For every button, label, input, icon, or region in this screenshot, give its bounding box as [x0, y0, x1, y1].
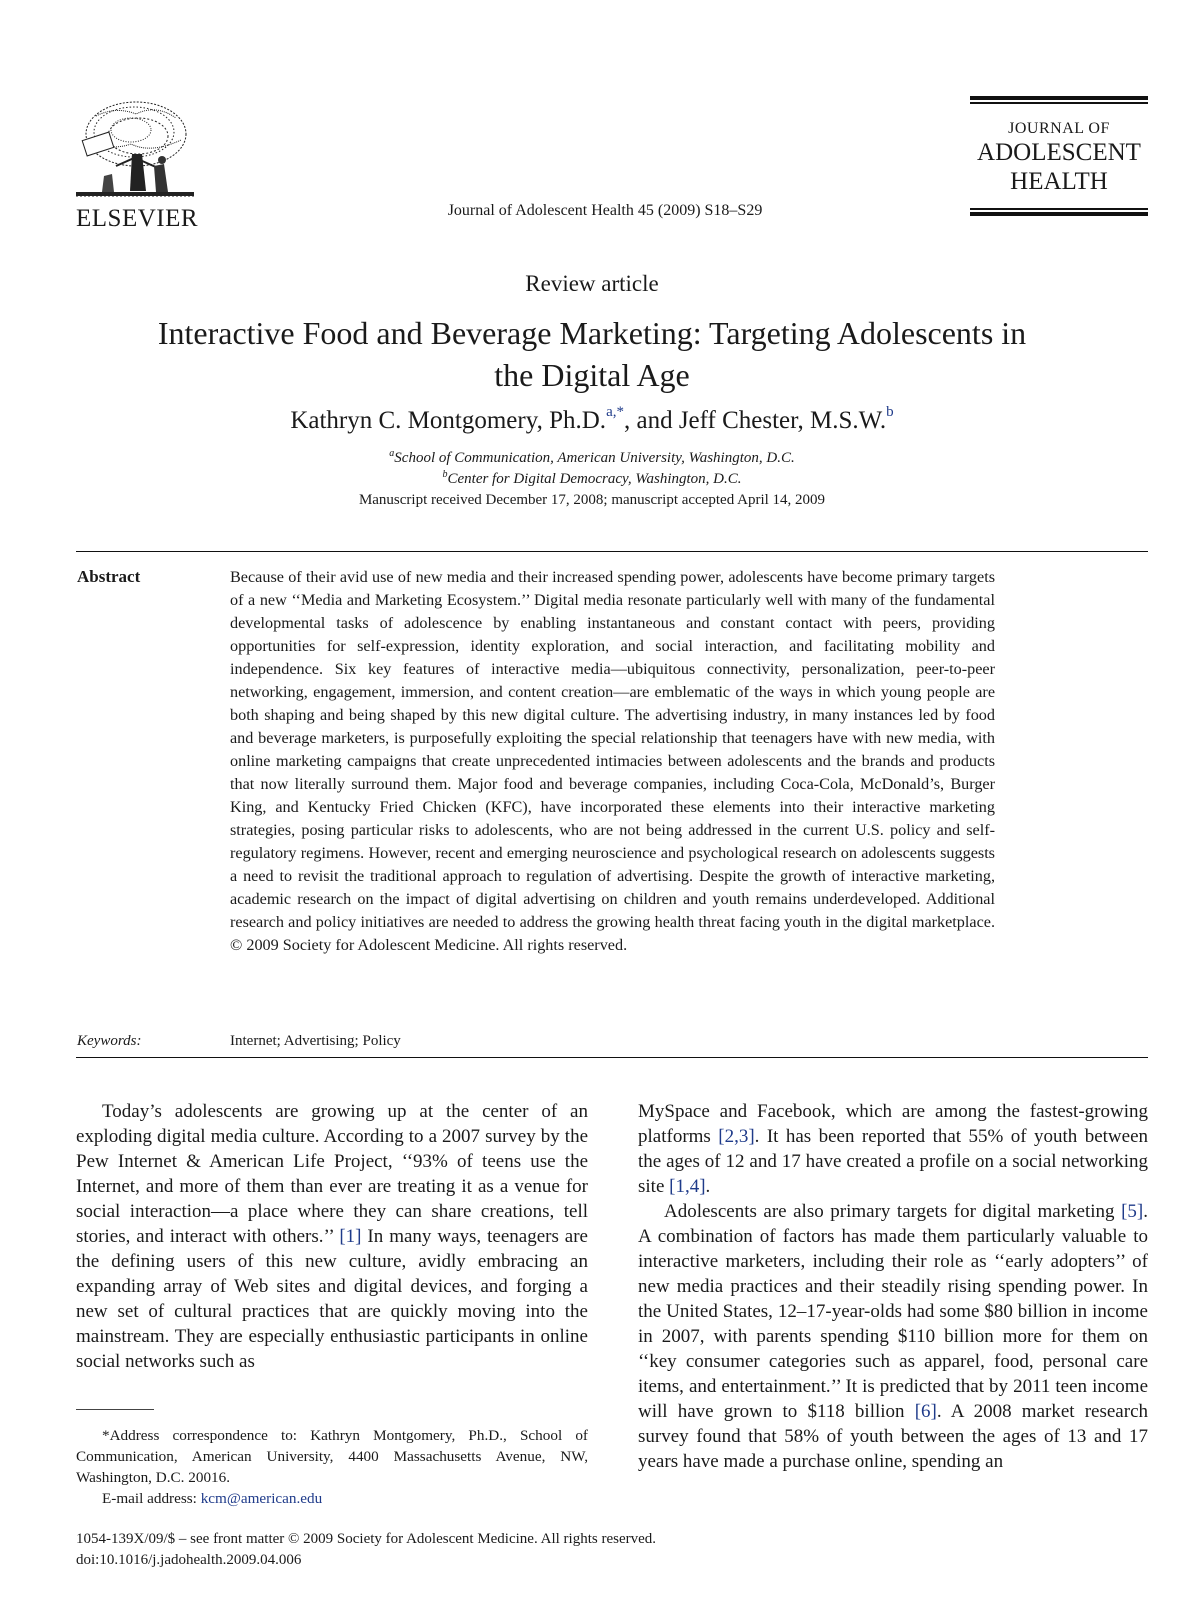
masthead-line1: JOURNAL OF: [1008, 120, 1110, 137]
keywords-label: Keywords:: [77, 1033, 142, 1049]
body-column-left: [76, 1099, 588, 1374]
journal-masthead: [970, 96, 1148, 216]
affiliation-b: [0, 469, 1184, 488]
article-type: Review article: [525, 271, 659, 296]
footnote-rule: [76, 1409, 154, 1410]
author-join: , and Jeff Chester, M.S.W.: [623, 407, 887, 434]
paragraph: [638, 1199, 1148, 1474]
paragraph: [638, 1099, 1148, 1199]
masthead-rule-bottom: [970, 212, 1148, 216]
citation-link[interactable]: [6]: [914, 1401, 937, 1422]
body-text: .: [705, 1176, 711, 1197]
correspondence-note: *Address correspondence to: Kathryn Montgomery, Ph.D., School of Communication, American University, 4400 Massachusetts Avenue, NW, Washington, D.C. 20016.: [76, 1427, 588, 1486]
body-text: Today’s adolescents are growing up at the center of an exploding digital media culture. According to a 2007 survey by the Pew Internet & American Life Project, ‘‘93% of teens use the Internet, and more of them than ever are treating it as a venue for social interaction—a place where they can share creations, tell stories, and interact with others.’’: [76, 1101, 588, 1247]
abstract-rule-bottom: [76, 1057, 1148, 1058]
body-text: Adolescents are also primary targets for digital marketing: [664, 1201, 1122, 1222]
masthead-rule-top: [970, 96, 1148, 100]
affiliation-b-text: Center for Digital Democracy, Washington, D.C.: [447, 471, 742, 487]
masthead-rule-bottom-thin: [970, 208, 1148, 210]
publisher-name: ELSEVIER: [76, 205, 199, 232]
body-column-right: [638, 1099, 1148, 1474]
article-title: [0, 312, 1184, 396]
doi-line: doi:10.1016/j.jadohealth.2009.04.006: [76, 1552, 302, 1568]
body-text: . It has been reported that 55% of youth between the ages of 12 and 17 have created a profile on a social networking site: [638, 1126, 1148, 1197]
body-text: MySpace and Facebook, which are among the fastest-growing platforms: [638, 1101, 1148, 1147]
body-text: . A 2008 market research survey found that 58% of youth between the ages of 13 and 17 years have made a purchase online, spending an: [638, 1401, 1149, 1472]
front-matter-footer: [76, 1529, 656, 1571]
footnote: [76, 1425, 588, 1509]
affiliation-b-mark: b: [442, 469, 448, 480]
citation-link[interactable]: [1]: [339, 1226, 362, 1247]
citation-link[interactable]: [1,4]: [669, 1176, 706, 1197]
abstract-text: Because of their avid use of new media and their increased spending power, adolescents have become primary targets of a new ‘‘Media and Marketing Ecosystem.’’ Digital media resonate particularly well with many of the fundamental developmental tasks of adolescence by enabling instantaneous and constant contact with peers, providing opportunities for self-expression, identity exploration, and social interaction, and facilitating mobility and independence. Six key features of interactive media—ubiquitous connectivity, personalization, peer-to-peer networking, engagement, immersion, and content creation—are emblematic of the ways in which young people are both shaping and being shaped by this new digital culture. The advertising industry, in many instances led by food and beverage marketers, is purposefully exploiting the special relationship that teenagers have with new media, with online marketing campaigns that create unprecedented intimacies between adolescents and the brands and products that now literally surround them. Major food and beverage companies, including Coca-Cola, McDonald’s, Burger King, and Kentucky Fried Chicken (KFC), have incorporated these elements into their interactive marketing strategies, posing particular risks to adolescents, who are not being addressed in the current U.S. policy and self-regulatory regimens. However, recent and emerging neuroscience and psychological research on adolescents suggests a need to revisit the traditional approach to regulation of advertising. Despite the growth of interactive marketing, academic research on the impact of digital advertising on children and youth remains underdeveloped. Additional research and policy initiatives are needed to address the growing health threat facing youth in the digital marketplace. © 2009 Society for Adolescent Medicine. All rights reserved.: [230, 568, 995, 954]
publisher-logo: [76, 96, 206, 231]
manuscript-dates: Manuscript received December 17, 2008; manuscript accepted April 14, 2009: [358, 492, 826, 508]
masthead-rule-top-thin: [970, 102, 1148, 104]
title-line1: Interactive Food and Beverage Marketing: Targeting Adolescents in: [157, 315, 1027, 351]
email-line: [76, 1488, 588, 1509]
journal-citation: Journal of Adolescent Health 45 (2009) S18–S29: [447, 202, 763, 219]
body-text: . A combination of factors has made them particularly valuable to interactive marketers, including their role as ‘‘early adopters’’ of new media practices and their steadily rising spending power. In the United States, 12–17-year-olds had some $80 billion in income in 2007, with parents spending $110 billion more for them on ‘‘key consumer categories such as apparel, food, personal care items, and entertainment.’’ It is predicted that by 2011 teen income will have grown to $118 billion: [638, 1201, 1148, 1422]
affiliation-a: [0, 448, 1184, 467]
keywords: Internet; Advertising; Policy: [230, 1033, 401, 1049]
elsevier-tree-logo-icon: [76, 96, 194, 204]
author-1-marks[interactable]: a,*: [606, 404, 624, 420]
author-line: [0, 404, 1184, 435]
masthead-line2: ADOLESCENT: [977, 139, 1141, 166]
citation-link[interactable]: [5]: [1121, 1201, 1144, 1222]
citation-link[interactable]: [2,3]: [718, 1126, 755, 1147]
abstract-rule-top: [76, 551, 1148, 552]
author-1: Kathryn C. Montgomery, Ph.D.: [290, 407, 607, 434]
email-label: E-mail address:: [102, 1490, 201, 1507]
author-2-mark[interactable]: b: [886, 404, 894, 420]
body-text: In many ways, teenagers are the defining users of this new culture, avidly embracing an expanding array of Web sites and digital devices, and forging a new set of cultural practices that are quickly moving into the mainstream. They are especially enthusiastic participants in online social networks such as: [76, 1226, 588, 1372]
title-line2: the Digital Age: [494, 357, 690, 393]
affiliation-a-mark: a: [389, 448, 395, 459]
affiliation-a-text: School of Communication, American University, Washington, D.C.: [394, 450, 795, 466]
copyright-line: 1054-139X/09/$ – see front matter © 2009 Society for Adolescent Medicine. All rights reserved.: [76, 1531, 657, 1547]
email-link[interactable]: kcm@american.edu: [200, 1490, 323, 1507]
abstract-label: Abstract: [77, 567, 141, 586]
masthead-line3: HEALTH: [1010, 168, 1108, 195]
